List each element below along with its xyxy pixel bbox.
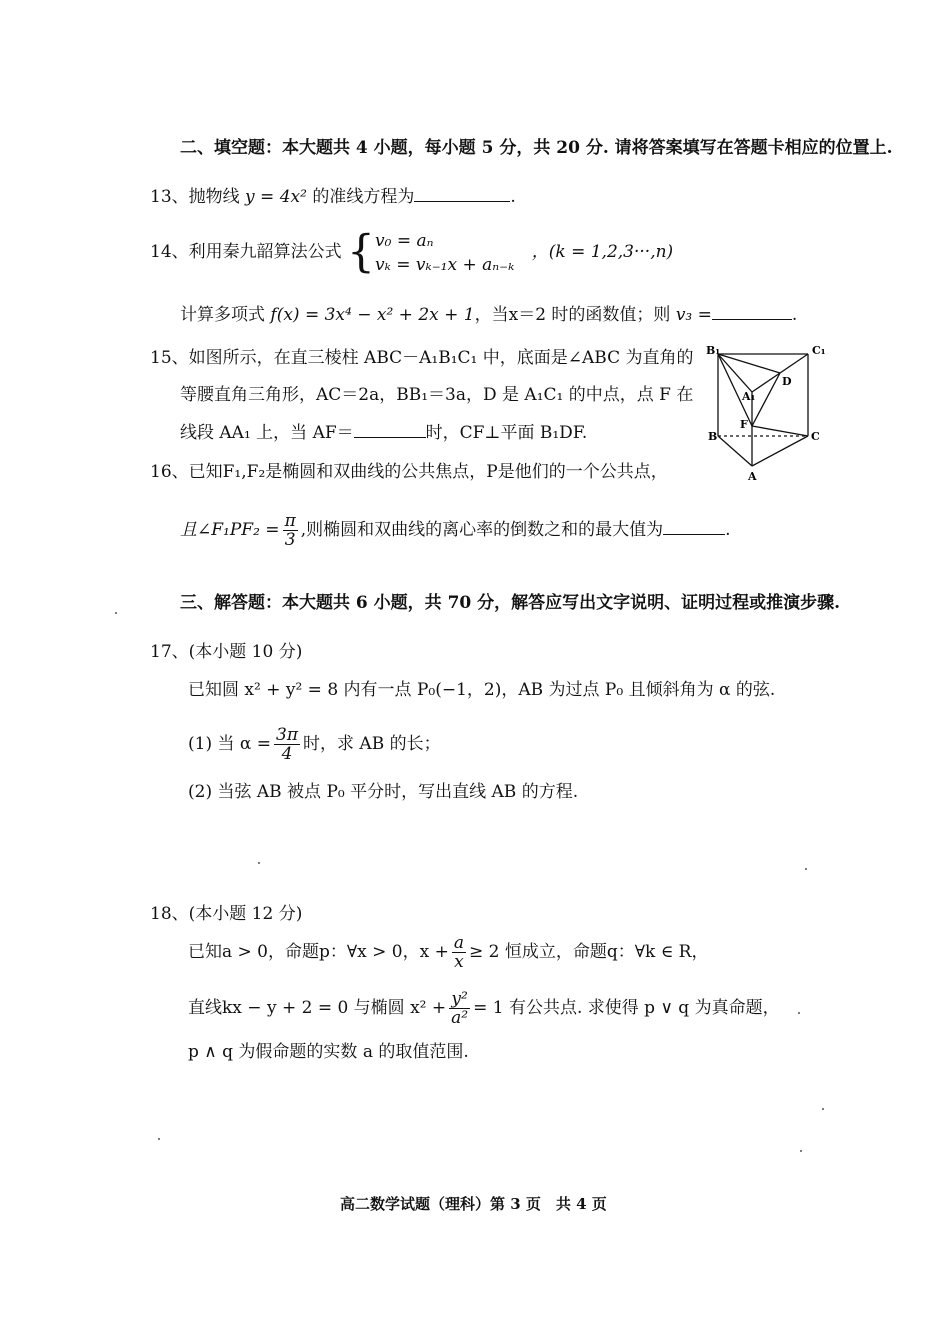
line-d-f [752, 373, 780, 426]
edge-b-a [718, 436, 752, 466]
question-14 [150, 228, 673, 277]
q17-part2: (2) 当弦 AB 被点 P₀ 平分时，写出直线 AB 的方程. [188, 782, 579, 802]
scan-speck [158, 1138, 160, 1140]
q16-line2-pre: 且∠F₁PF₂ = [180, 520, 280, 540]
label-d: D [782, 375, 792, 388]
q15-line3-post: 时，CF⊥平面 B₁DF. [425, 423, 588, 443]
q13-number: 13、 [150, 187, 189, 207]
q14-system [375, 229, 514, 277]
q14-end: . [791, 305, 798, 325]
page-footer: 高二数学试题（理科）第 3 页 共 4 页 [340, 1195, 607, 1213]
q18-frac1-den: x [454, 952, 464, 972]
q14-answer-blank [712, 305, 792, 320]
q16-frac-num: π [284, 511, 296, 531]
q16-line1: 已知F₁,F₂是椭圆和双曲线的公共焦点，P是他们的一个公共点， [188, 462, 668, 482]
q14-poly: f(x) = 3x⁴ − x² + 2x + 1 [270, 305, 475, 325]
q18-line2-post: = 1 有公共点. 求使得 p ∨ q 为真命题， [473, 998, 780, 1018]
q16-fraction [283, 512, 298, 549]
q18-fraction-2 [449, 990, 470, 1027]
scan-speck [258, 862, 260, 864]
q17-frac-num: 3π [276, 725, 299, 745]
q16-answer-blank [663, 520, 725, 535]
q18-number: 18、(本小题 12 分) [150, 904, 303, 924]
q15-line1: 如图所示，在直三棱柱 ABC－A₁B₁C₁ 中，底面是∠ABC 为直角的 [188, 348, 694, 368]
scan-speck [798, 1012, 800, 1014]
scan-speck [805, 868, 807, 870]
q13-end: . [510, 187, 516, 207]
question-17-part1 [188, 722, 441, 766]
question-14-calc [180, 303, 797, 327]
q14-calc-pre: 计算多项式 [180, 305, 265, 325]
q18-line3: p ∧ q 为假命题的实数 a 的取值范围. [188, 1042, 469, 1062]
q18-frac2-num: y² [451, 989, 468, 1009]
label-b: B [708, 430, 718, 443]
q15-number: 15、 [150, 348, 189, 368]
question-18-line1 [188, 930, 709, 974]
question-13 [150, 185, 516, 209]
question-16-line1 [150, 460, 668, 484]
label-b1: B₁ [706, 344, 721, 357]
q16-number: 16、 [150, 462, 189, 482]
q15-answer-blank [354, 423, 426, 438]
q15-line2: 等腰直角三角形，AC＝2a，BB₁＝3a，D 是 A₁C₁ 的中点，点 F 在 [180, 385, 694, 405]
q14-sys-line2: vₖ = vₖ₋₁x + aₙ₋ₖ [375, 254, 515, 275]
q14-brace: { [347, 226, 376, 278]
q16-end: . [725, 520, 731, 540]
label-c1: C₁ [812, 344, 826, 357]
label-c: C [811, 430, 820, 443]
section-3-header: 三、解答题：本大题共 6 小题，共 70 分，解答应写出文字说明、证明过程或推演步骤. [180, 593, 841, 613]
q16-line2-post: ,则椭圆和双曲线的离心率的倒数之和的最大值为 [300, 520, 664, 540]
section-2-header: 二、填空题：本大题共 4 小题，每小题 5 分，共 20 分. 请将答案填写在答题卡相应的位置上. [180, 138, 893, 158]
label-f: F [740, 418, 748, 431]
label-a: A [748, 470, 757, 483]
q15-line3-pre: 线段 AA₁ 上，当 AF＝ [180, 423, 354, 443]
scan-speck [115, 612, 117, 614]
question-16-line2 [180, 508, 731, 552]
line-f-c [752, 426, 808, 436]
question-15-line3 [180, 421, 587, 445]
q13-post: 的准线方程为 [312, 187, 415, 207]
q17-part1-post: 时，求 AB 的长； [303, 734, 441, 754]
q17-frac-den: 4 [281, 744, 293, 764]
q17-number: 17、(本小题 10 分) [150, 642, 303, 662]
question-15-line1 [150, 346, 694, 370]
q18-line1-pre: 已知a > 0，命题p：∀x > 0，x + [188, 942, 449, 962]
q17-part1-pre: (1) 当 α = [188, 734, 272, 754]
q17-stem: 已知圆 x² + y² = 8 内有一点 P₀(−1，2)，AB 为过点 P₀ 且倾斜角为 α 的弦. [188, 680, 776, 700]
prism-figure [700, 340, 840, 490]
q18-fraction-1 [452, 934, 466, 971]
scan-speck [822, 1108, 824, 1110]
q18-line1-post: ≥ 2 恒成立，命题q：∀k ∈ R， [468, 942, 709, 962]
q18-line2-pre: 直线kx − y + 2 = 0 与椭圆 x² + [188, 998, 447, 1018]
q17-fraction [274, 726, 300, 763]
q14-v3: v₃ = [675, 305, 712, 325]
q14-number: 14、 [150, 242, 189, 262]
q16-frac-den: 3 [284, 530, 296, 550]
q14-range: ，(k = 1,2,3···,n) [531, 242, 674, 262]
q14-pre: 利用秦九韶算法公式 [188, 242, 342, 262]
q18-frac2-den: a² [451, 1008, 469, 1028]
q18-frac1-num: a [453, 933, 464, 953]
q13-expr: y = 4x² [245, 187, 307, 207]
q14-sys-line1: v₀ = aₙ [375, 230, 434, 251]
question-18-line2 [188, 986, 780, 1030]
edge-a-c [752, 436, 808, 466]
q13-answer-blank [414, 187, 510, 202]
q13-pre: 抛物线 [188, 187, 240, 207]
q14-calc-mid: ，当x＝2 时的函数值；则 [474, 305, 671, 325]
scan-speck [800, 1150, 802, 1152]
label-a1: A₁ [742, 390, 756, 403]
